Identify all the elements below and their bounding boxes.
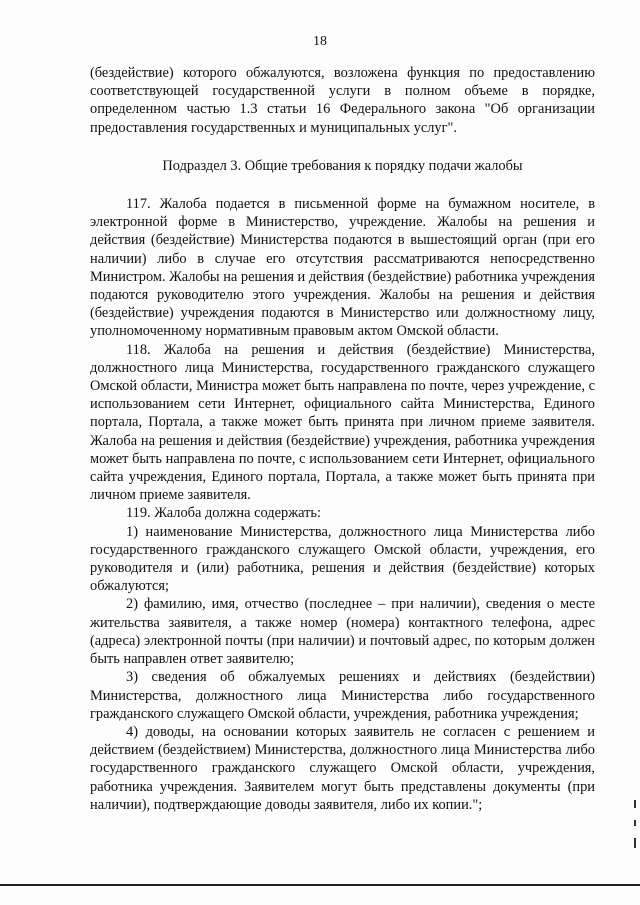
scan-artifact (634, 800, 636, 808)
paragraph-117: 117. Жалоба подается в письменной форме на бумажном носителе, в электронной форме в Министерство, учреждение. Жалобы на решения и действия (бездействие) Министерства подаются в вышестоящий орган (при его наличии) либо в случае его отсутствия рассматриваются непосредственно Министром. Жалобы на решения и действия (бездействие) работника учреждения подаются руководителю этого учреждения. Жалобы на решения и действия (бездействие) учреждения подаются в Министерство или должностному лицу, уполномоченному нормативным правовым актом Омской области. (90, 196, 595, 340)
scan-artifact (634, 838, 636, 848)
list-item-1: 1) наименование Министерства, должностного лица Министерства либо государственного гражданского служащего Омской области, учреждения, его руководителя и (или) работника, решения и действия (бездействие) которых обжалуются; (90, 523, 595, 595)
scan-artifact (634, 820, 636, 826)
document-body (90, 64, 595, 814)
paragraph-intro: (бездействие) которого обжалуются, возложена функция по предоставлению соответствующей государственной услуги в полном объеме в порядке, определенном частью 1.3 статьи 16 Федерального закона "Об организации предоставления государственных и муниципальных услуг". (90, 65, 595, 136)
paragraph-118: 118. Жалоба на решения и действия (бездействие) Министерства, должностного лица Министерства, государственного гражданского служащего Омской области, Министра может быть направлена по почте, через учреждение, с использованием сети Интернет, официального сайта Министерства, Единого портала, Портала, а также может быть принята при личном приеме заявителя. Жалоба на решения и действия (бездействие) учреждения, работника учреждения может быть направлена по почте, с использованием сети Интернет, официального сайта учреждения, Единого портала, Портала, а также может быть принята при личном приеме заявителя. (90, 341, 595, 504)
page-bottom-rule (0, 884, 640, 886)
subsection-heading: Подраздел 3. Общие требования к порядку подачи жалобы (162, 157, 523, 174)
list-item-3: 3) сведения об обжалуемых решениях и действиях (бездействии) Министерства, должностного лица Министерства либо государственного гражданского служащего Омской области, учреждения, работника учреждения; (90, 669, 595, 722)
paragraph-119: 119. Жалоба должна содержать: (126, 505, 321, 522)
page-number: 18 (313, 34, 327, 49)
list-item-2: 2) фамилию, имя, отчество (последнее – при наличии), сведения о месте жительства заявителя, а также номер (номера) контактного телефона, адрес (адреса) электронной почты (при наличии) и почтовый адрес, по которым должен быть направлен ответ заявителю; (90, 596, 595, 668)
list-item-4: 4) доводы, на основании которых заявитель не согласен с решением и действием (бездействием) Министерства, должностного лица Министерства либо государственного гражданского служащего Омской области, учреждения, работника учреждения. Заявителем могут быть представлены документы (при наличии), подтверждающие доводы заявителя, либо их копии."; (90, 723, 595, 813)
